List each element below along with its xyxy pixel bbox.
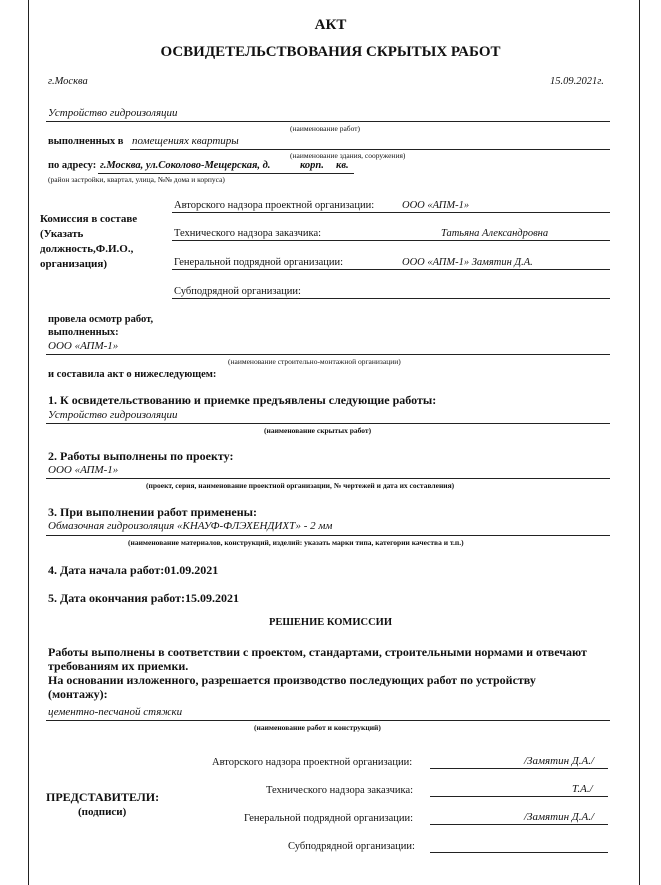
address-caption: (район застройки, квартал, улица, №№ дома и корпуса) [48, 175, 225, 184]
item3-line [46, 535, 610, 536]
commission-line [172, 298, 610, 299]
signature-role: Технического надзора заказчика: [266, 785, 414, 796]
signature-role: Субподрядной организации: [288, 841, 415, 852]
item2-line [46, 478, 610, 479]
item3-value: Обмазочная гидроизоляция «КНАУФ-ФЛЭХЕНДИХТ» - 2 мм [48, 520, 333, 532]
performed-line [130, 149, 610, 150]
item1-line [46, 423, 610, 424]
item3-caption: (наименование материалов, конструкций, изделий: указать марки типа, категории качества и т.п.) [128, 538, 464, 547]
decision-permission: На основании изложенного, разрешается производство последующих работ по устройству (монтажу): [48, 673, 536, 701]
act-subtitle: ОСВИДЕТЕЛЬСТВОВАНИЯ СКРЫТЫХ РАБОТ [160, 44, 501, 60]
performed-label: выполненных в [48, 136, 124, 147]
commission-line [172, 269, 610, 270]
work-name: Устройство гидроизоляции [48, 107, 178, 119]
work-name-caption: (наименование работ) [290, 124, 361, 133]
address-apt: кв. [336, 160, 349, 171]
commission-role: Субподрядной организации: [174, 286, 301, 297]
decision-title: РЕШЕНИЕ КОМИССИИ [268, 617, 392, 628]
work-name-line [46, 121, 610, 122]
signature-line [430, 796, 608, 797]
signature-value: /Замятин Д.А./ [524, 755, 595, 767]
performed-value: помещениях квартиры [132, 135, 239, 147]
inspection-caption: (наименование строительно-монтажной организации) [228, 357, 401, 366]
item2-title: 2. Работы выполнены по проекту: [48, 449, 234, 463]
signature-line [430, 768, 608, 769]
act-date: 15.09.2021г. [550, 76, 604, 87]
item4-start-date: 4. Дата начала работ:01.09.2021 [48, 563, 219, 577]
address-label: по адресу: [48, 160, 97, 171]
commission-line [172, 240, 610, 241]
commission-role: Генеральной подрядной организации: [174, 257, 344, 268]
address-corp: корп. [300, 160, 324, 171]
inspection-line [46, 354, 610, 355]
commission-role: Авторского надзора проектной организации: [174, 200, 375, 211]
next-work-caption: (наименование работ и конструкций) [254, 723, 381, 732]
representatives-label: ПРЕДСТАВИТЕЛИ: [46, 790, 160, 804]
decision-text: Работы выполнены в соответствии с проектом, стандартами, строительными нормами и отвечают требованиям их приемки. [48, 645, 587, 673]
act-title: АКТ [314, 17, 347, 33]
item2-value: ООО «АПМ-1» [48, 464, 119, 476]
item2-caption: (проект, серия, наименование проектной организации, № чертежей и дата их составления) [146, 481, 455, 490]
item3-title: 3. При выполнении работ применены: [48, 505, 258, 519]
address-value: г.Москва, ул.Соколово-Мещерская, д. [100, 160, 271, 171]
commission-line [172, 212, 610, 213]
commission-label: Комиссия в составе (Указать должность,Ф.И.О., организация) [40, 213, 138, 270]
signature-value: Т.А./ [572, 783, 593, 795]
item1-caption: (наименование скрытых работ) [264, 426, 372, 435]
next-work-line [46, 720, 610, 721]
commission-value: ООО «АПМ-1» Замятин Д.А. [402, 257, 533, 268]
commission-value: ООО «АПМ-1» [402, 200, 470, 211]
item1-title: 1. К освидетельствованию и приемке предъявлены следующие работы: [48, 393, 437, 407]
commission-role: Технического надзора заказчика: [174, 228, 322, 239]
signature-line [430, 824, 608, 825]
signature-role: Генеральной подрядной организации: [244, 813, 414, 824]
act-label: и составила акт о нижеследующем: [48, 369, 217, 380]
item5-end-date: 5. Дата окончания работ:15.09.2021 [48, 591, 239, 605]
building-caption: (наименование здания, сооружения) [290, 151, 406, 160]
inspection-value: ООО «АПМ-1» [48, 340, 119, 352]
signature-role: Авторского надзора проектной организации: [212, 757, 413, 768]
signature-line [430, 852, 608, 853]
commission-value: Татьяна Александровна [441, 228, 549, 239]
signature-value: /Замятин Д.А./ [524, 811, 595, 823]
inspection-label: провела осмотр работ, выполненных: [48, 314, 154, 338]
address-line [98, 173, 354, 174]
signatures-sub: (подписи) [78, 806, 127, 818]
item1-value: Устройство гидроизоляции [48, 409, 178, 421]
next-work-value: цементно-песчаной стяжки [48, 706, 183, 718]
city: г.Москва [48, 76, 88, 87]
